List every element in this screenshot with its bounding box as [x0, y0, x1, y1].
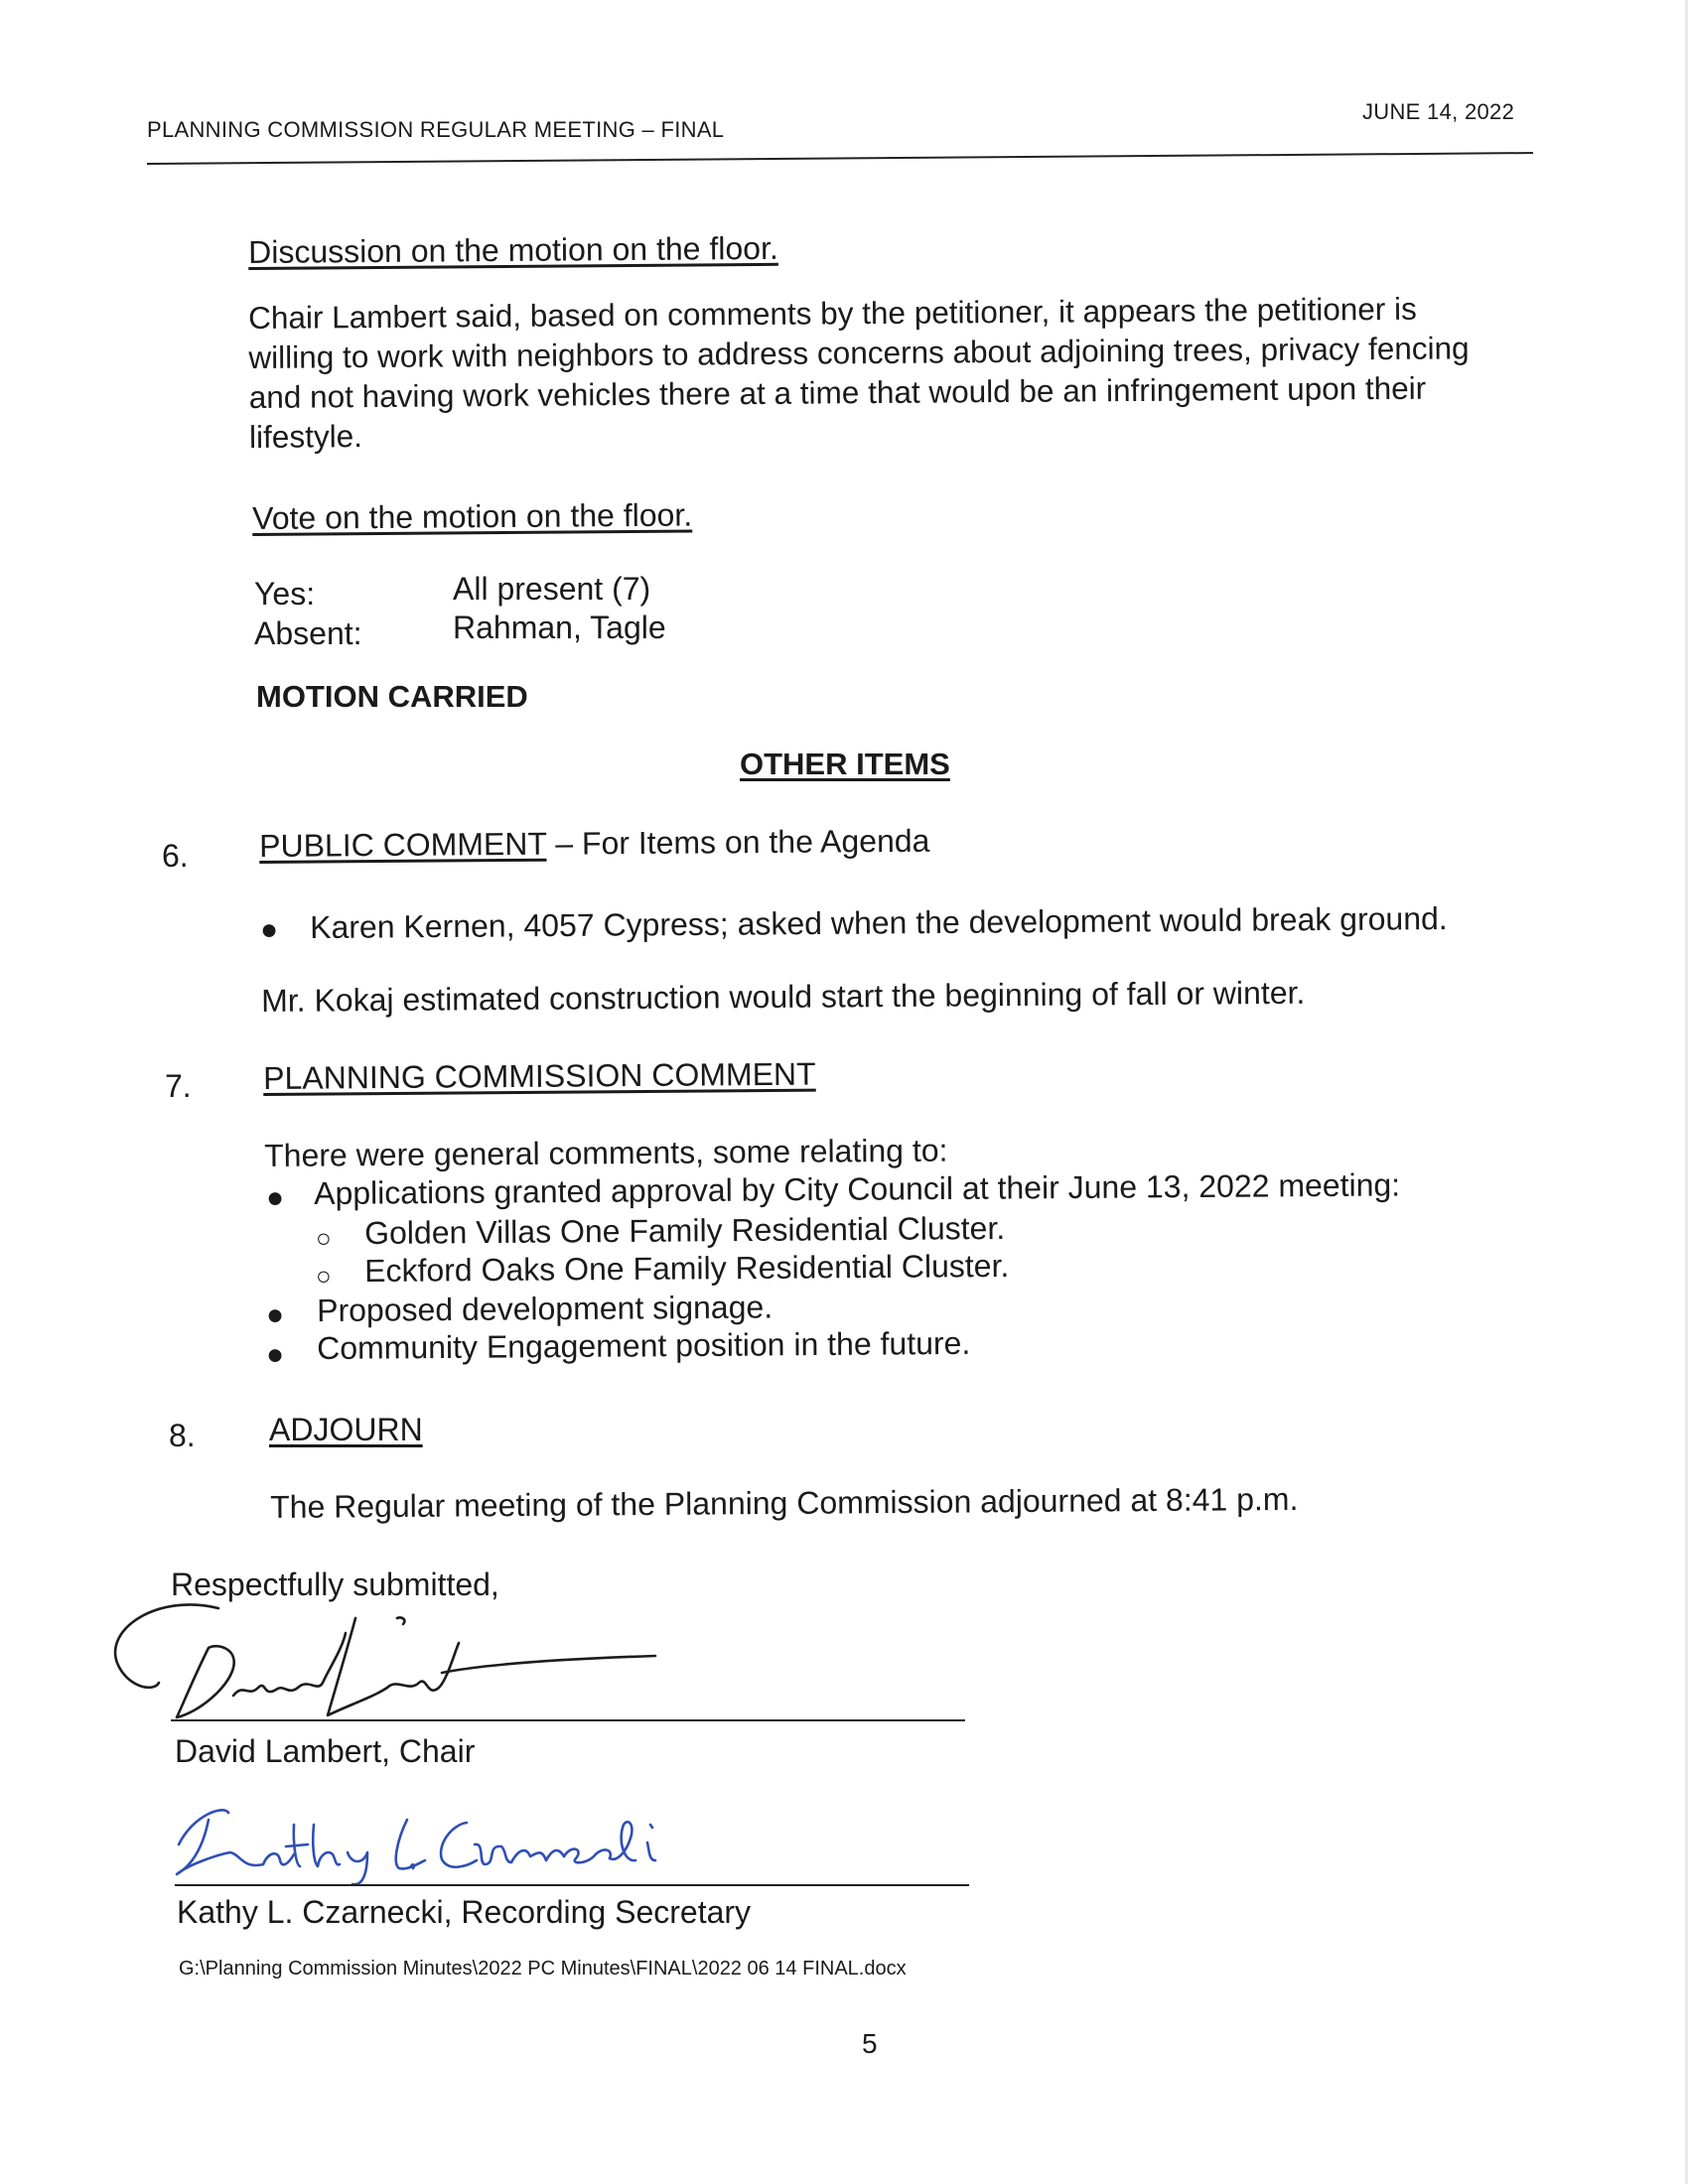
vote-absent-value: Rahman, Tagle	[453, 610, 666, 645]
item7-intro: There were general comments, some relating to:	[264, 1132, 948, 1173]
header-rule	[147, 152, 1533, 165]
signature-kathy-czarnecki	[169, 1795, 745, 1889]
page-number: 5	[862, 2028, 878, 2059]
vote-yes-value: All present (7)	[453, 571, 651, 607]
signature-david-lambert	[99, 1588, 675, 1737]
discussion-paragraph	[248, 288, 1540, 457]
item7-bullet3-text: Community Engagement position in the future.	[317, 1324, 971, 1366]
signature-line-1	[171, 1719, 965, 1721]
item6-number: 6.	[162, 838, 189, 874]
item6-suffix: – For Items on the Agenda	[546, 822, 930, 862]
item8-text: The Regular meeting of the Planning Commission adjourned at 8:41 p.m.	[270, 1480, 1299, 1525]
closing-signer2: Kathy L. Czarnecki, Recording Secretary	[177, 1894, 752, 1930]
item7-bullet2-text: Proposed development signage.	[317, 1289, 774, 1328]
item7-sub1-text: Golden Villas One Family Residential Cluster.	[364, 1209, 1006, 1251]
item6-heading	[259, 821, 930, 866]
discussion-line-2: willing to work with neighbors to address concerns about adjoining trees, privacy fencing	[248, 330, 1470, 375]
item6-title: PUBLIC COMMENT	[259, 825, 547, 864]
discussion-line-1: Chair Lambert said, based on comments by the petitioner, it appears the petitioner is	[248, 290, 1417, 336]
vote-yes-label: Yes:	[254, 576, 316, 612]
item7-sub1-marker: ○	[316, 1223, 332, 1253]
vote-absent-label: Absent:	[254, 615, 362, 651]
discussion-heading: Discussion on the motion on the floor.	[248, 229, 778, 270]
item8-title: ADJOURN	[269, 1412, 423, 1447]
item7-bullet1-text: Applications granted approval by City Council at their June 13, 2022 meeting:	[314, 1166, 1401, 1211]
item7-bullet3-dot: ●	[266, 1338, 285, 1371]
file-path: G:\Planning Commission Minutes\2022 PC Minutes\FINAL\2022 06 14 FINAL.docx	[179, 1958, 907, 1979]
item7-bullet2-dot: ●	[266, 1298, 285, 1331]
vote-yes-row	[254, 571, 651, 613]
item6-bullet-dot: ●	[260, 913, 279, 946]
discussion-line-4: lifestyle.	[248, 418, 363, 455]
item7-title: PLANNING COMMISSION COMMENT	[263, 1055, 816, 1096]
item7-sub2-text: Eckford Oaks One Family Residential Cluster.	[364, 1247, 1010, 1289]
item7-number: 7.	[165, 1068, 192, 1104]
item7-sub2-marker: ○	[316, 1261, 332, 1291]
signature-line-2	[175, 1884, 969, 1886]
item7-bullet1-dot: ●	[266, 1181, 285, 1214]
item8-number: 8.	[169, 1418, 196, 1453]
item6-response: Mr. Kokaj estimated construction would start the beginning of fall or winter.	[261, 974, 1306, 1019]
vote-absent-row	[254, 610, 666, 652]
closing-salutation: Respectfully submitted,	[171, 1567, 499, 1602]
discussion-line-3: and not having work vehicles there at a time that would be an infringement upon their	[248, 369, 1427, 415]
header-date: JUNE 14, 2022	[1362, 99, 1515, 124]
header-title: PLANNING COMMISSION REGULAR MEETING – FINAL	[147, 117, 725, 142]
vote-heading: Vote on the motion on the floor.	[252, 496, 693, 536]
motion-result: MOTION CARRIED	[256, 679, 528, 714]
closing-signer1: David Lambert, Chair	[175, 1733, 476, 1769]
item6-bullet-text: Karen Kernen, 4057 Cypress; asked when the development would break ground.	[310, 900, 1448, 945]
other-items-heading: OTHER ITEMS	[740, 747, 950, 781]
